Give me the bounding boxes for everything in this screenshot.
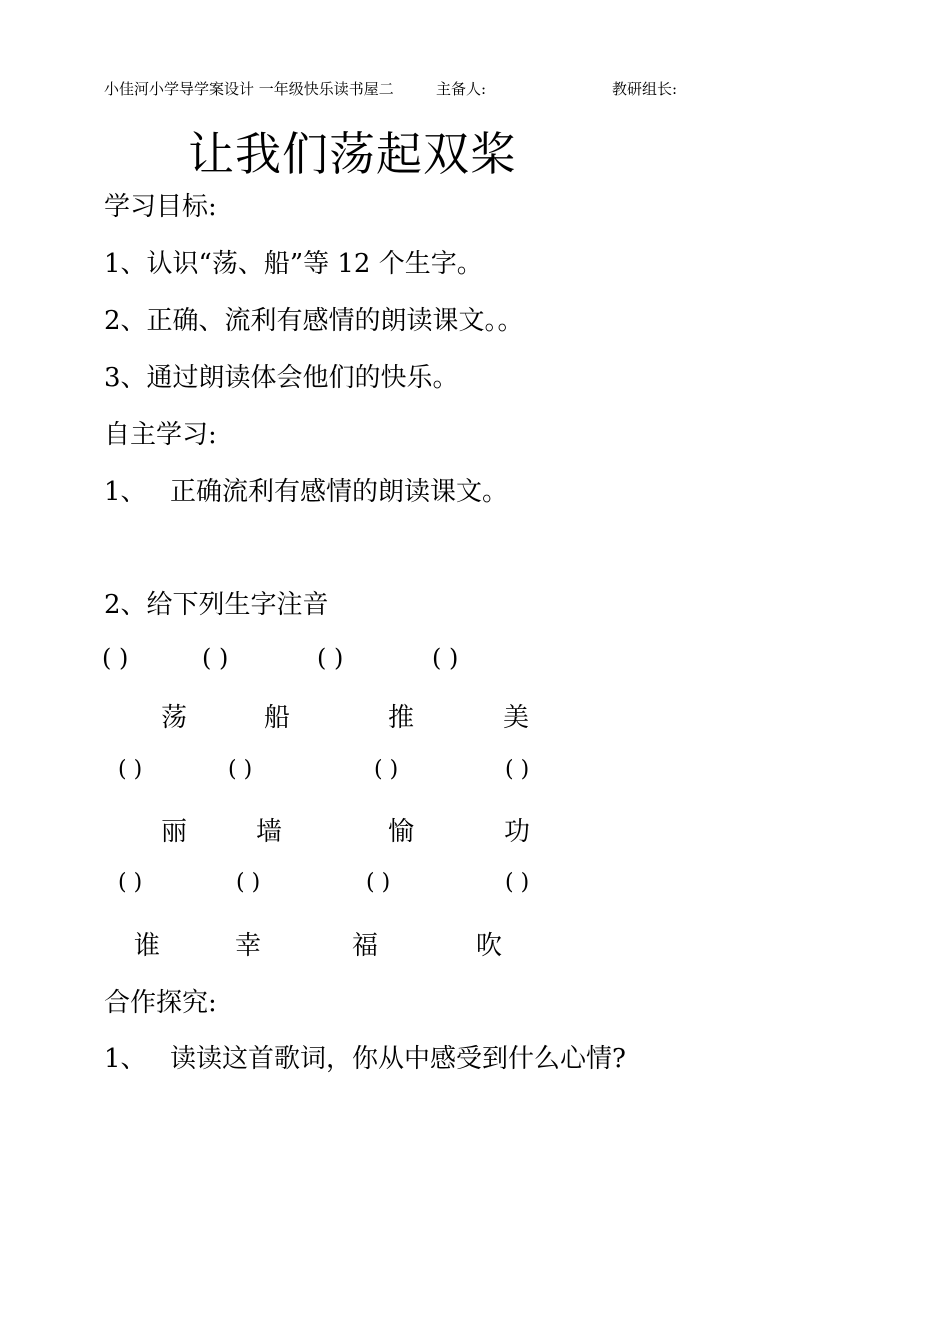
cooperation-heading: 合作探究: xyxy=(104,988,217,1018)
page-title: 让我们荡起双桨 xyxy=(188,127,517,181)
pinyin-blank: ( ) xyxy=(432,644,459,672)
goal-item-3: 3、通过朗读体会他们的快乐。 xyxy=(104,363,459,393)
pinyin-blank: ( ) xyxy=(102,644,129,672)
pinyin-blank: ( ) xyxy=(317,644,344,672)
cooperation-item-1-number: 1、 xyxy=(104,1044,147,1074)
pinyin-blank: ( ) xyxy=(505,757,530,782)
pinyin-blank: ( ) xyxy=(228,757,253,782)
pinyin-blank: ( ) xyxy=(505,870,530,895)
char: 幸 xyxy=(235,931,262,961)
pinyin-blank: ( ) xyxy=(118,757,143,782)
pinyin-blank: ( ) xyxy=(202,644,229,672)
goal-item-2: 2、正确、流利有感情的朗读课文。。 xyxy=(104,306,524,336)
header-leader: 教研组长: xyxy=(612,80,678,98)
pinyin-blank: ( ) xyxy=(118,870,143,895)
char: 谁 xyxy=(134,931,161,961)
char: 美 xyxy=(503,703,530,733)
char: 推 xyxy=(388,703,415,733)
char: 墙 xyxy=(256,817,283,847)
header-school-info: 小佳河小学导学案设计 一年级快乐读书屋二 xyxy=(104,80,394,98)
cooperation-item-1-text: 读读这首歌词，你从中感受到什么心情? xyxy=(170,1044,626,1074)
goals-heading: 学习目标: xyxy=(104,192,217,222)
self-study-item-1-text: 正确流利有感情的朗读课文。 xyxy=(170,477,509,507)
self-study-heading: 自主学习: xyxy=(104,420,217,450)
char: 福 xyxy=(352,931,379,961)
goal-item-1: 1、认识“荡、船”等 12 个生字。 xyxy=(104,249,483,279)
char: 荡 xyxy=(161,703,188,733)
char: 功 xyxy=(504,817,531,847)
char: 丽 xyxy=(161,817,188,847)
pinyin-blank: ( ) xyxy=(366,870,391,895)
char: 愉 xyxy=(388,817,415,847)
char: 吹 xyxy=(476,931,503,961)
self-study-item-1-number: 1、 xyxy=(104,477,147,507)
char: 船 xyxy=(264,703,291,733)
pinyin-blank: ( ) xyxy=(236,870,261,895)
header-preparer: 主备人: xyxy=(436,80,487,98)
pinyin-blank: ( ) xyxy=(374,757,399,782)
self-study-item-2: 2、给下列生字注音 xyxy=(104,590,329,620)
